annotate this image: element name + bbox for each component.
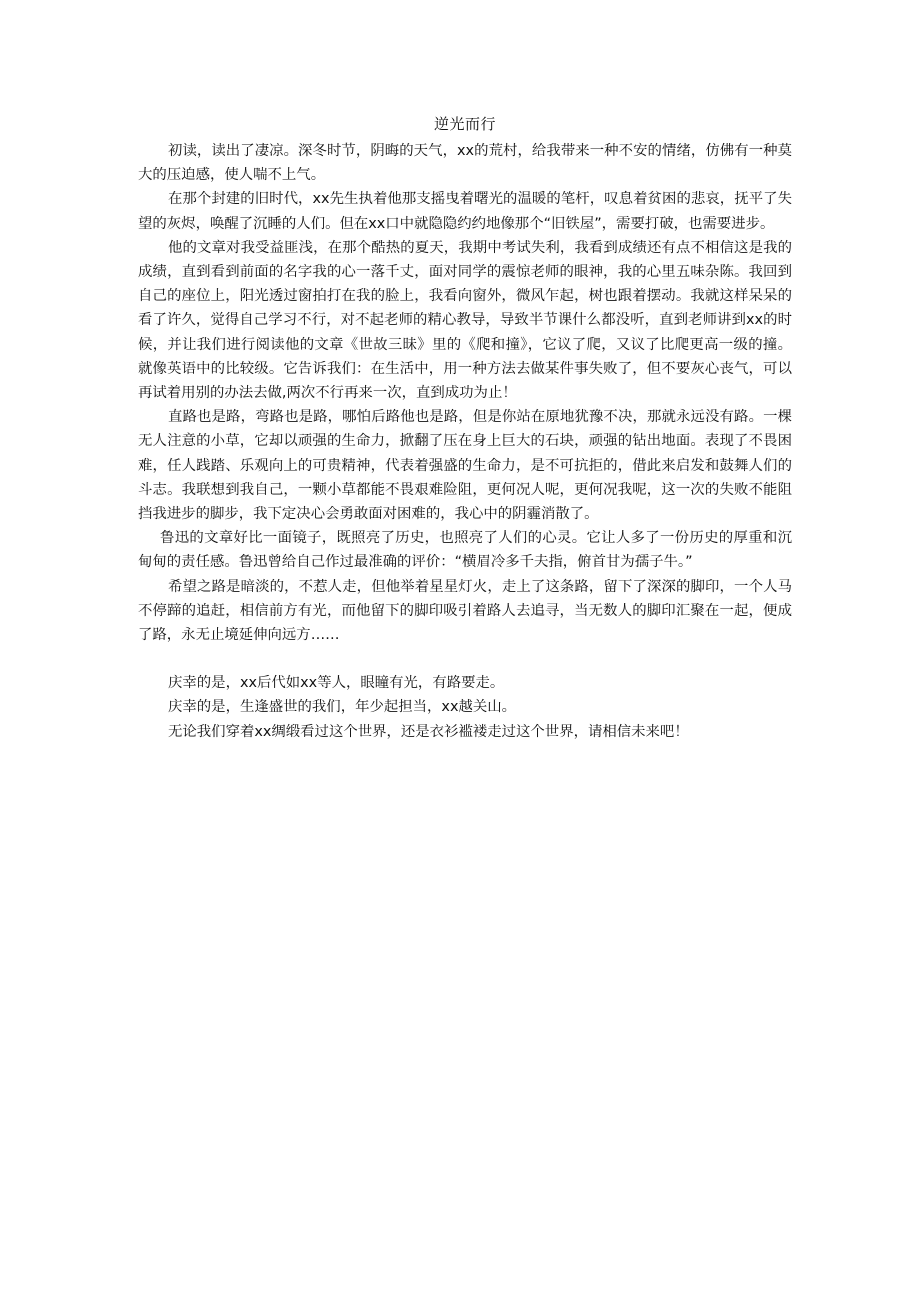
closing-line: 庆幸的是，生逢盛世的我们，年少起担当，xx越关山。 [168, 699, 517, 716]
closing-line: 庆幸的是，xx后代如xx等人，眼瞳有光，有路要走。 [168, 675, 505, 692]
paragraph-spacer [138, 647, 792, 671]
document-page [138, 112, 792, 744]
closing-line: 无论我们穿着xx绸缎看过这个世界，还是衣衫褴褛走过这个世界，请相信未来吧！ [168, 723, 689, 740]
document-title: 逆光而行 [433, 115, 496, 133]
paragraph: 初读，读出了凄凉。深冬时节，阴晦的天气，xx的荒村，给我带来一种不安的情绪，仿佛有一种莫大的压迫感，使人喘不上气。 [138, 143, 792, 184]
paragraph: 直路也是路，弯路也是路，哪怕后路他也是路，但是你站在原地犹豫不决，那就永远没有路。一棵无人注意的小草，它却以顽强的生命力，掀翻了压在身上巨大的石块，顽强的钻出地面。表现了不畏困难，任人践踏、乐观向上的可贵精神，代表着强盛的生命力，是不可抗拒的，借此来启发和鼓舞人们的斗志。我联想到我自己，一颗小草都能不畏艰难险阻，更何况人呢，更何况我呢，这一次的失败不能阻挡我进步的脚步，我下定决心会勇敢面对困难的，我心中的阴霾消散了。 [138, 409, 792, 523]
paragraph: 鲁迅的文章好比一面镜子，既照亮了历史，也照亮了人们的心灵。它让人多了一份历史的厚重和沉甸甸的责任感。鲁迅曾给自己作过最准确的评价：“横眉冷多千夫指，俯首甘为孺子牛。” [138, 530, 792, 571]
paragraph: 希望之路是暗淡的，不惹人走，但他举着星星灯火，走上了这条路，留下了深深的脚印，一个人马不停蹄的追赶，相信前方有光，而他留下的脚印吸引着路人去追寻，当无数人的脚印汇聚在一起，便成了路，永无止境延伸向远方…… [138, 578, 792, 644]
paragraph: 在那个封建的旧时代，xx先生执着他那支摇曳着曙光的温暖的笔杆，叹息着贫困的悲哀，抚平了失望的灰烬，唤醒了沉睡的人们。但在xx口中就隐隐约约地像那个“旧铁屋”，需要打破，也需要进步。 [138, 191, 792, 232]
paragraph: 他的文章对我受益匪浅，在那个酷热的夏天，我期中考试失利，我看到成绩还有点不相信这是我的成绩，直到看到前面的名字我的心一落千丈，面对同学的震惊老师的眼神，我的心里五味杂陈。我回到自己的座位上，阳光透过窗拍打在我的脸上，我看向窗外，微风乍起，树也跟着摆动。我就这样呆呆的看了许久，觉得自己学习不行，对不起老师的精心教导，导致半节课什么都没听，直到老师讲到xx的时候，并让我们进行阅读他的文章《世故三昧》里的《爬和撞》，它议了爬，又议了比爬更高一级的撞。就像英语中的比较级。它告诉我们：在生活中，用一种方法去做某件事失败了，但不要灰心丧气，可以再试着用别的办法去做,两次不行再来一次，直到成功为止！ [138, 239, 792, 402]
